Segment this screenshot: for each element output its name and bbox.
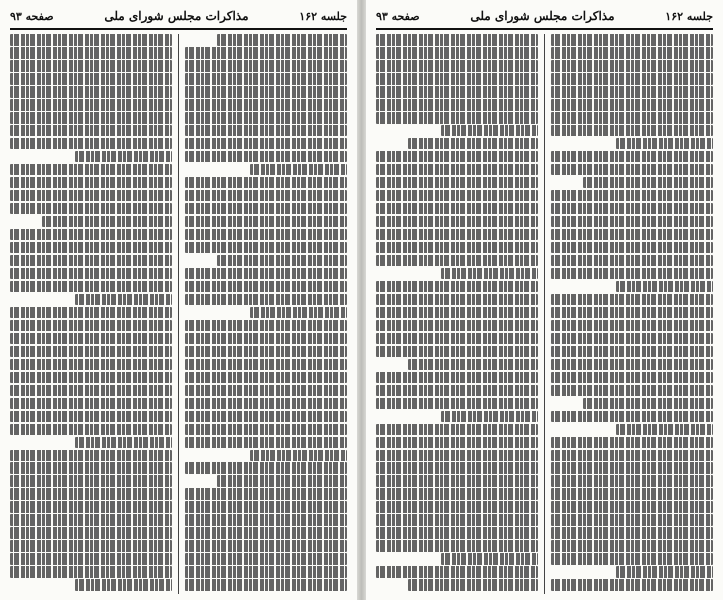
- text-line: [376, 281, 538, 293]
- text-line: [551, 216, 713, 228]
- text-line: [551, 47, 713, 59]
- text-line: [185, 424, 347, 436]
- text-line: [376, 86, 538, 98]
- text-line: [551, 268, 713, 280]
- text-line: [551, 86, 713, 98]
- text-line: [376, 216, 538, 228]
- text-line: [551, 151, 713, 163]
- text-line: [217, 255, 347, 267]
- text-line: [376, 307, 538, 319]
- text-line: [376, 73, 538, 85]
- text-line: [441, 553, 538, 565]
- text-line: [551, 190, 713, 202]
- text-line: [551, 579, 713, 591]
- text-line: [10, 346, 172, 358]
- text-line: [551, 450, 713, 462]
- text-line: [185, 527, 347, 539]
- text-line: [185, 398, 347, 410]
- text-line: [185, 411, 347, 423]
- left-title: مذاکرات مجلس شورای ملی: [104, 9, 249, 23]
- text-line: [441, 125, 538, 137]
- text-line: [408, 359, 538, 371]
- text-line: [376, 203, 538, 215]
- text-line: [551, 475, 713, 487]
- text-line: [376, 346, 538, 358]
- left-page: [0, 0, 357, 600]
- text-line: [10, 488, 172, 500]
- left-columns: [10, 34, 347, 594]
- right-col-2: [376, 34, 538, 594]
- text-line: [10, 281, 172, 293]
- text-line: [185, 112, 347, 124]
- text-line: [376, 242, 538, 254]
- right-column-separator: [544, 34, 545, 594]
- text-line: [376, 372, 538, 384]
- right-page-header: [376, 6, 713, 26]
- text-line: [10, 514, 172, 526]
- text-line: [551, 501, 713, 513]
- text-line: [10, 138, 172, 150]
- text-line: [185, 229, 347, 241]
- book-gutter: [357, 0, 366, 600]
- text-line: [185, 320, 347, 332]
- text-line: [10, 475, 172, 487]
- text-line: [551, 320, 713, 332]
- text-line: [376, 462, 538, 474]
- text-line: [185, 151, 347, 163]
- text-line: [217, 34, 347, 46]
- text-line: [185, 540, 347, 552]
- text-line: [217, 475, 347, 487]
- text-line: [376, 566, 538, 578]
- text-line: [10, 60, 172, 72]
- text-line: [10, 86, 172, 98]
- text-line: [583, 398, 713, 410]
- text-line: [551, 73, 713, 85]
- text-line: [185, 579, 347, 591]
- text-line: [551, 60, 713, 72]
- right-page: [366, 0, 723, 600]
- text-line: [441, 411, 538, 423]
- left-column-separator: [178, 34, 179, 594]
- text-line: [551, 346, 713, 358]
- text-line: [185, 203, 347, 215]
- text-line: [551, 540, 713, 552]
- text-line: [185, 372, 347, 384]
- right-columns: [376, 34, 713, 594]
- text-line: [376, 424, 538, 436]
- text-line: [376, 398, 538, 410]
- text-line: [376, 255, 538, 267]
- text-line: [10, 462, 172, 474]
- text-line: [185, 138, 347, 150]
- text-line: [376, 164, 538, 176]
- text-line: [10, 229, 172, 241]
- right-session: جلسه ۱۶۲: [665, 9, 713, 23]
- text-line: [376, 450, 538, 462]
- text-line: [10, 255, 172, 267]
- text-line: [185, 514, 347, 526]
- text-line: [551, 333, 713, 345]
- text-line: [10, 99, 172, 111]
- text-line: [10, 203, 172, 215]
- text-line: [185, 281, 347, 293]
- text-line: [616, 138, 713, 150]
- text-line: [551, 411, 713, 423]
- text-line: [441, 268, 538, 280]
- text-line: [376, 177, 538, 189]
- text-line: [10, 540, 172, 552]
- text-line: [551, 203, 713, 215]
- text-line: [185, 190, 347, 202]
- text-line: [583, 177, 713, 189]
- text-line: [185, 99, 347, 111]
- text-line: [376, 99, 538, 111]
- text-line: [376, 385, 538, 397]
- text-line: [10, 34, 172, 46]
- text-line: [376, 190, 538, 202]
- text-line: [10, 398, 172, 410]
- text-line: [551, 34, 713, 46]
- text-line: [10, 177, 172, 189]
- text-line: [185, 47, 347, 59]
- text-line: [10, 450, 172, 462]
- text-line: [10, 566, 172, 578]
- text-line: [10, 47, 172, 59]
- text-line: [250, 164, 347, 176]
- text-line: [10, 190, 172, 202]
- text-line: [10, 501, 172, 513]
- right-title: مذاکرات مجلس شورای ملی: [470, 9, 615, 23]
- text-line: [10, 411, 172, 423]
- text-line: [10, 112, 172, 124]
- text-line: [10, 125, 172, 137]
- text-line: [75, 437, 172, 449]
- text-line: [551, 242, 713, 254]
- text-line: [616, 566, 713, 578]
- text-line: [250, 450, 347, 462]
- text-line: [185, 60, 347, 72]
- text-line: [10, 553, 172, 565]
- text-line: [10, 385, 172, 397]
- text-line: [185, 294, 347, 306]
- text-line: [185, 216, 347, 228]
- text-line: [551, 294, 713, 306]
- text-line: [376, 488, 538, 500]
- text-line: [185, 385, 347, 397]
- text-line: [376, 437, 538, 449]
- text-line: [376, 527, 538, 539]
- text-line: [551, 164, 713, 176]
- text-line: [185, 177, 347, 189]
- text-line: [185, 566, 347, 578]
- text-line: [10, 242, 172, 254]
- text-line: [551, 514, 713, 526]
- right-page-number: صفحه ۹۳: [376, 9, 420, 23]
- right-col-1: [551, 34, 713, 594]
- text-line: [551, 553, 713, 565]
- text-line: [376, 540, 538, 552]
- text-line: [10, 333, 172, 345]
- text-line: [376, 229, 538, 241]
- text-line: [551, 229, 713, 241]
- text-line: [75, 579, 172, 591]
- text-line: [408, 138, 538, 150]
- text-line: [551, 112, 713, 124]
- text-line: [616, 424, 713, 436]
- text-line: [10, 268, 172, 280]
- text-line: [10, 320, 172, 332]
- text-line: [551, 437, 713, 449]
- text-line: [185, 437, 347, 449]
- text-line: [551, 359, 713, 371]
- text-line: [185, 86, 347, 98]
- right-header-rule: [376, 28, 713, 30]
- text-line: [10, 359, 172, 371]
- text-line: [10, 372, 172, 384]
- text-line: [185, 501, 347, 513]
- text-line: [185, 333, 347, 345]
- text-line: [75, 294, 172, 306]
- text-line: [551, 385, 713, 397]
- text-line: [185, 462, 347, 474]
- text-line: [185, 125, 347, 137]
- text-line: [10, 527, 172, 539]
- text-line: [376, 294, 538, 306]
- text-line: [376, 112, 538, 124]
- text-line: [250, 307, 347, 319]
- text-line: [551, 527, 713, 539]
- text-line: [75, 151, 172, 163]
- left-session: جلسه ۱۶۲: [299, 9, 347, 23]
- text-line: [376, 47, 538, 59]
- text-line: [376, 333, 538, 345]
- left-page-header: [10, 6, 347, 26]
- text-line: [185, 553, 347, 565]
- text-line: [376, 60, 538, 72]
- text-line: [551, 462, 713, 474]
- text-line: [616, 281, 713, 293]
- text-line: [376, 475, 538, 487]
- text-line: [551, 372, 713, 384]
- text-line: [376, 34, 538, 46]
- text-line: [10, 73, 172, 85]
- text-line: [551, 307, 713, 319]
- text-line: [376, 501, 538, 513]
- text-line: [376, 320, 538, 332]
- text-line: [376, 514, 538, 526]
- text-line: [551, 488, 713, 500]
- left-header-rule: [10, 28, 347, 30]
- text-line: [376, 151, 538, 163]
- text-line: [185, 488, 347, 500]
- text-line: [408, 579, 538, 591]
- left-col-1: [185, 34, 347, 594]
- text-line: [185, 268, 347, 280]
- text-line: [10, 424, 172, 436]
- text-line: [551, 125, 713, 137]
- text-line: [42, 216, 172, 228]
- text-line: [551, 99, 713, 111]
- left-page-number: صفحه ۹۳: [10, 9, 54, 23]
- text-line: [10, 307, 172, 319]
- text-line: [185, 242, 347, 254]
- text-line: [551, 255, 713, 267]
- text-line: [185, 346, 347, 358]
- text-line: [10, 164, 172, 176]
- text-line: [185, 359, 347, 371]
- left-col-2: [10, 34, 172, 594]
- text-line: [185, 73, 347, 85]
